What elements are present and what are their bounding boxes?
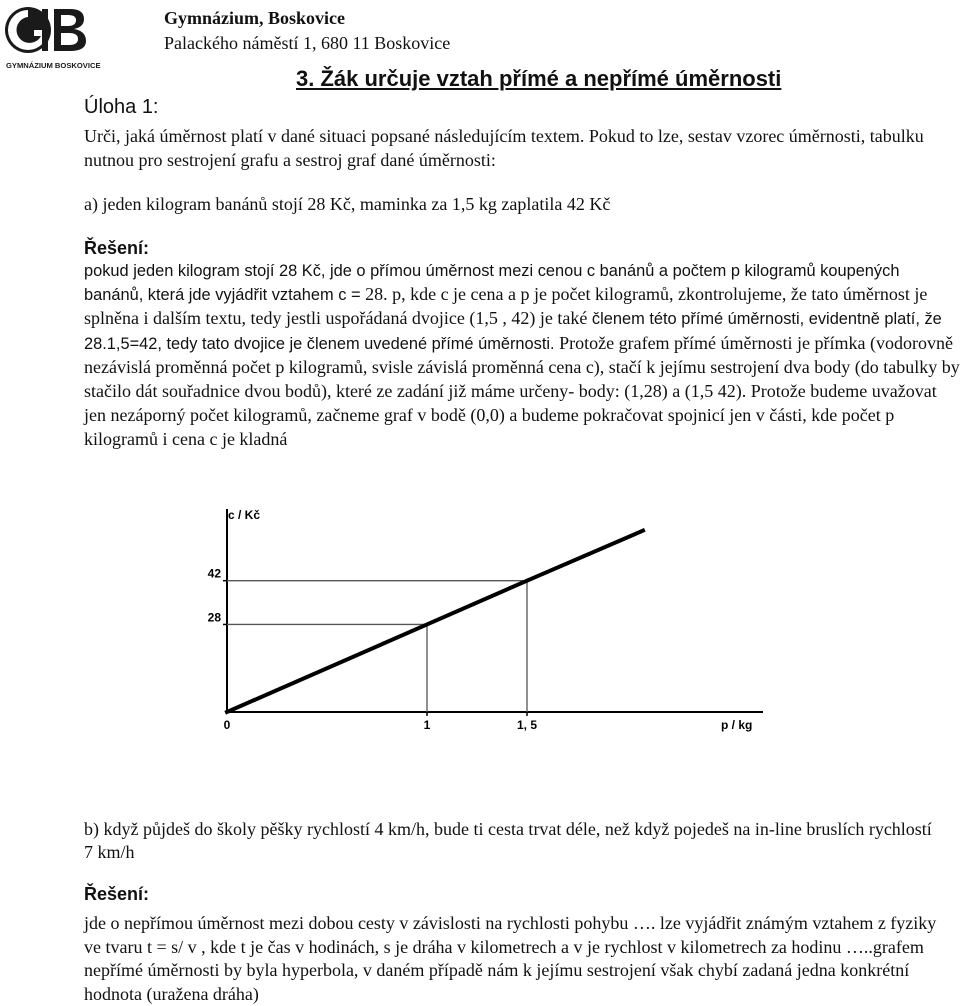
y-tick-label: 28 bbox=[207, 610, 221, 625]
x-tick-label: 0 bbox=[223, 718, 231, 732]
x-axis-label: p / kg bbox=[721, 718, 753, 732]
part-a-task: a) jeden kilogram banánů stojí 28 Kč, maminka za 1,5 kg zaplatila 42 Kč bbox=[84, 194, 611, 214]
x-tick-label: 1, 5 bbox=[516, 718, 538, 732]
solution-text-segment: 28. p, kde c je cena a p je počet kilogramů, zkontrolujeme, že tato úměrnost je splněna i dalším textu, tedy jestli uspořádaná dvojice (1,5 , 42) je také bbox=[84, 284, 928, 329]
y-axis-label: c / Kč bbox=[228, 508, 261, 522]
part-a-solution-label: Řešení: bbox=[84, 238, 150, 258]
part-b-task: b) když půjdeš do školy pěšky rychlostí 4 km/h, bude ti cesta trvat déle, než když pojedeš na in-line bruslích rychlostí 7 km/h bbox=[84, 819, 932, 862]
series-line bbox=[227, 531, 643, 712]
solution-text-segment: pokud jeden kilogram stojí 28 Kč, jde o přímou úměrnost mezi cenou c banánů a počtem p kilogramů koupených banánů, která jde vyjádřit vztahem c = bbox=[84, 262, 900, 305]
price-weight-chart bbox=[200, 495, 790, 745]
x-tick-label: 1 bbox=[423, 718, 431, 732]
part-a-solution bbox=[84, 260, 960, 453]
section-title: 3. Žák určuje vztah přímé a nepřímé úměrnosti bbox=[296, 66, 782, 91]
solution-text-segment: členem této přímé úměrnosti, evidentně platí, že 28.1,5=42, tedy tato dvojice je členem uvedené přímé úměrnosti. bbox=[84, 310, 942, 353]
part-b-solution: jde o nepřímou úměrnost mezi dobou cesty v závislosti na rychlosti pohybu …. lze vyjádřit známým vztahem z fyziky ve tvaru t = s/ v , kde t je čas v hodinách, s je dráha v kilometrech a v je rychlost v kilometrech za hodinu …..grafem nepřímé úměrnosti by byla hyperbola, v daném případě nám k jejímu sestrojení však chybí zadaná jedna konkrétní hodnota (uražena dráha) bbox=[84, 913, 937, 1004]
part-b-solution-label: Řešení: bbox=[84, 884, 150, 904]
solution-text-segment: Protože grafem přímé úměrnosti je přímka (vodorovně nezávislá proměnná počet p kilogramů, svisle závislá proměnná cena c), stačí k jejímu sestrojení dva body (do tabulky by stačilo dát souřadnice dvou bodů), které ze zadání již máme určeny- body: (1,28) a (1,5 42). Protože budeme uvažovat jen nezáporný počet kilogramů, začneme graf v bodě (0,0) a budeme pokračovat spojnicí jen v části, kde počet p kilogramů i cena c je kladná bbox=[84, 332, 960, 450]
y-tick-label: 42 bbox=[207, 566, 221, 581]
school-logo bbox=[4, 2, 101, 74]
school-address: Palackého náměstí 1, 680 11 Boskovice bbox=[164, 33, 451, 53]
task-intro: Urči, jaká úměrnost platí v dané situaci popsané následujícím textem. Pokud to lze, sestav vzorec úměrnosti, tabulku nutnou pro sestrojení grafu a sestroj graf dané úměrnosti: bbox=[84, 126, 924, 170]
task-label: Úloha 1: bbox=[84, 96, 159, 118]
school-name: Gymnázium, Boskovice bbox=[164, 8, 346, 28]
logo-caption: GYMNÁZIUM BOSKOVICE bbox=[6, 61, 101, 70]
